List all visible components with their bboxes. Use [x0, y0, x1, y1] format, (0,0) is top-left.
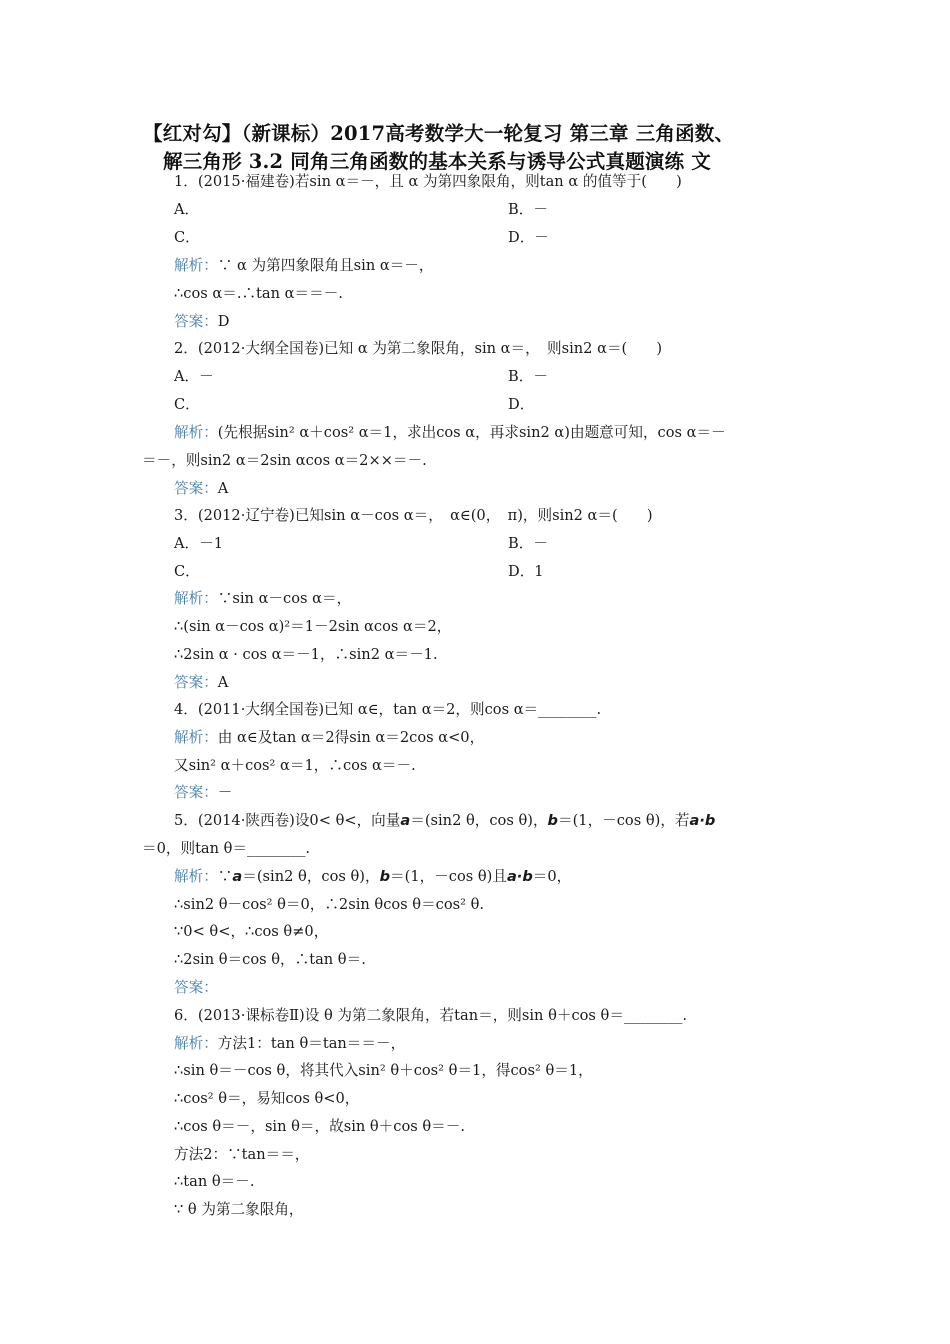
- q2-option-d: D．: [508, 396, 535, 413]
- q1-option-b: B．－: [508, 201, 548, 218]
- q3-solution-line-2: ∴(sin α－cos α)²＝1－2sin αcos α＝2，: [174, 618, 452, 635]
- q2-solution-text-1: (先根据sin² α＋cos² α＝1，求出cos α，再求sin2 α)由题意可知，cos α＝－: [217, 424, 726, 441]
- q5-solution-text-c: ＝(1，－cos θ)且: [390, 868, 507, 885]
- q6-solution-text-1: 方法1：tan θ＝tan＝＝－，: [217, 1035, 406, 1052]
- q2-answer-value: A: [217, 480, 229, 497]
- vector-dot-product: a·b: [506, 868, 533, 885]
- solution-label: 解析：: [174, 424, 218, 441]
- q3-option-c: C．: [174, 563, 200, 580]
- answer-label: 答案：: [174, 979, 218, 996]
- q5-solution-line-4: ∴2sin θ＝cos θ，∴tan θ＝.: [174, 951, 366, 968]
- q6-stem: 6．(2013·课标卷Ⅱ)设 θ 为第二象限角，若tan＝，则sin θ＋cos θ＝________.: [174, 1007, 687, 1024]
- q3-solution-line-3: ∴2sin α · cos α＝－1，∴sin2 α＝－1.: [174, 646, 438, 663]
- q1-stem: 1．(2015·福建卷)若sin α＝－，且 α 为第四象限角，则tan α 的值等于( ): [174, 173, 682, 190]
- solution-label: 解析：: [174, 590, 218, 607]
- solution-label: 解析：: [174, 729, 218, 746]
- vector-a: a: [232, 868, 243, 885]
- q5-stem-text-b: ＝(sin2 θ，cos θ)，: [410, 812, 548, 829]
- vector-b: b: [547, 812, 558, 829]
- q5-stem-line-1: [174, 811, 715, 831]
- document-title-line-2: 解三角形 3.2 同角三角函数的基本关系与诱导公式真题演练 文: [163, 150, 711, 173]
- q5-stem-line-2: ＝0，则tan θ＝________.: [142, 840, 311, 857]
- q6-solution-line-2: ∴sin θ＝－cos θ，将其代入sin² θ＋cos² θ＝1，得cos² θ＝1，: [174, 1062, 593, 1079]
- q2-option-a: A．－: [174, 368, 214, 385]
- q1-solution-line-1: [174, 256, 434, 276]
- q6-solution-line-5: 方法2：∵tan＝＝，: [174, 1146, 310, 1163]
- q6-solution-line-4: ∴cos θ＝－，sin θ＝，故sin θ＋cos θ＝－.: [174, 1118, 465, 1135]
- q1-answer: [174, 312, 230, 332]
- answer-label: 答案：: [174, 784, 218, 801]
- q4-solution-line-2: 又sin² α＋cos² α＝1，∴cos α＝－.: [174, 757, 416, 774]
- answer-label: 答案：: [174, 313, 218, 330]
- q4-answer-value: －: [217, 784, 233, 801]
- q3-answer-value: A: [217, 674, 229, 691]
- answer-label: 答案：: [174, 480, 218, 497]
- q5-solution-line-2: ∴sin2 θ－cos² θ＝0，∴2sin θcos θ＝cos² θ.: [174, 896, 485, 913]
- q1-solution-line-2: ∴cos α＝.∴tan α＝＝－.: [174, 285, 343, 302]
- q2-answer: [174, 479, 228, 499]
- q1-option-c: C．: [174, 229, 200, 246]
- q5-solution-line-1: [174, 867, 571, 887]
- q3-solution-text-1: ∵sin α－cos α＝，: [217, 590, 352, 607]
- answer-label: 答案：: [174, 674, 218, 691]
- q2-stem: 2．(2012·大纲全国卷)已知 α 为第二象限角，sin α＝， 则sin2 α＝( ): [174, 340, 663, 357]
- document-title-line-1: 【红对勾】（新课标）2017高考数学大一轮复习 第三章 三角函数、: [143, 122, 735, 145]
- q4-solution-text-1: 由 α∈及tan α＝2得sin α＝2cos α<0，: [217, 729, 485, 746]
- q2-solution-line-2: ＝－，则sin2 α＝2sin αcos α＝2××＝－.: [142, 452, 427, 469]
- q3-solution-line-1: [174, 589, 351, 609]
- q6-solution-line-1: [174, 1034, 405, 1054]
- q5-solution-text-d: ＝0，: [532, 868, 572, 885]
- q5-stem-text-a: 5．(2014·陕西卷)设0< θ<，向量: [174, 812, 401, 829]
- q5-stem-text-c: ＝(1，－cos θ)，若: [558, 812, 690, 829]
- vector-a: a: [400, 812, 411, 829]
- q1-option-a: A．: [174, 201, 200, 218]
- q1-solution-text-1: ∵ α 为第四象限角且sin α＝－，: [217, 257, 434, 274]
- q5-solution-text-a: ∵: [217, 868, 233, 885]
- q6-solution-line-7: ∵ θ 为第二象限角，: [174, 1201, 304, 1218]
- q2-option-b: B．－: [508, 368, 548, 385]
- q5-answer: [174, 978, 218, 998]
- q2-option-c: C．: [174, 396, 200, 413]
- q4-solution-line-1: [174, 728, 484, 748]
- q3-option-d: D．1: [508, 563, 544, 580]
- q6-solution-line-3: ∴cos² θ＝，易知cos θ<0，: [174, 1090, 360, 1107]
- q6-solution-line-6: ∴tan θ＝－.: [174, 1173, 255, 1190]
- q4-stem: 4．(2011·大纲全国卷)已知 α∈，tan α＝2，则cos α＝________.: [174, 701, 602, 718]
- q3-option-b: B．－: [508, 535, 548, 552]
- q5-solution-text-b: ＝(sin2 θ，cos θ)，: [242, 868, 380, 885]
- q5-solution-line-3: ∵0< θ<，∴cos θ≠0，: [174, 923, 329, 940]
- q4-answer: [174, 783, 232, 803]
- solution-label: 解析：: [174, 257, 218, 274]
- vector-dot-product: a·b: [689, 812, 716, 829]
- q2-solution-line-1: [174, 423, 726, 443]
- q3-option-a: A．－1: [174, 535, 224, 552]
- q3-answer: [174, 673, 228, 693]
- q1-answer-value: D: [217, 313, 230, 330]
- solution-label: 解析：: [174, 868, 218, 885]
- solution-label: 解析：: [174, 1035, 218, 1052]
- q3-stem: 3．(2012·辽宁卷)已知sin α－cos α＝， α∈(0， π)，则sin2 α＝( ): [174, 507, 653, 524]
- vector-b: b: [379, 868, 391, 885]
- q1-option-d: D．－: [508, 229, 549, 246]
